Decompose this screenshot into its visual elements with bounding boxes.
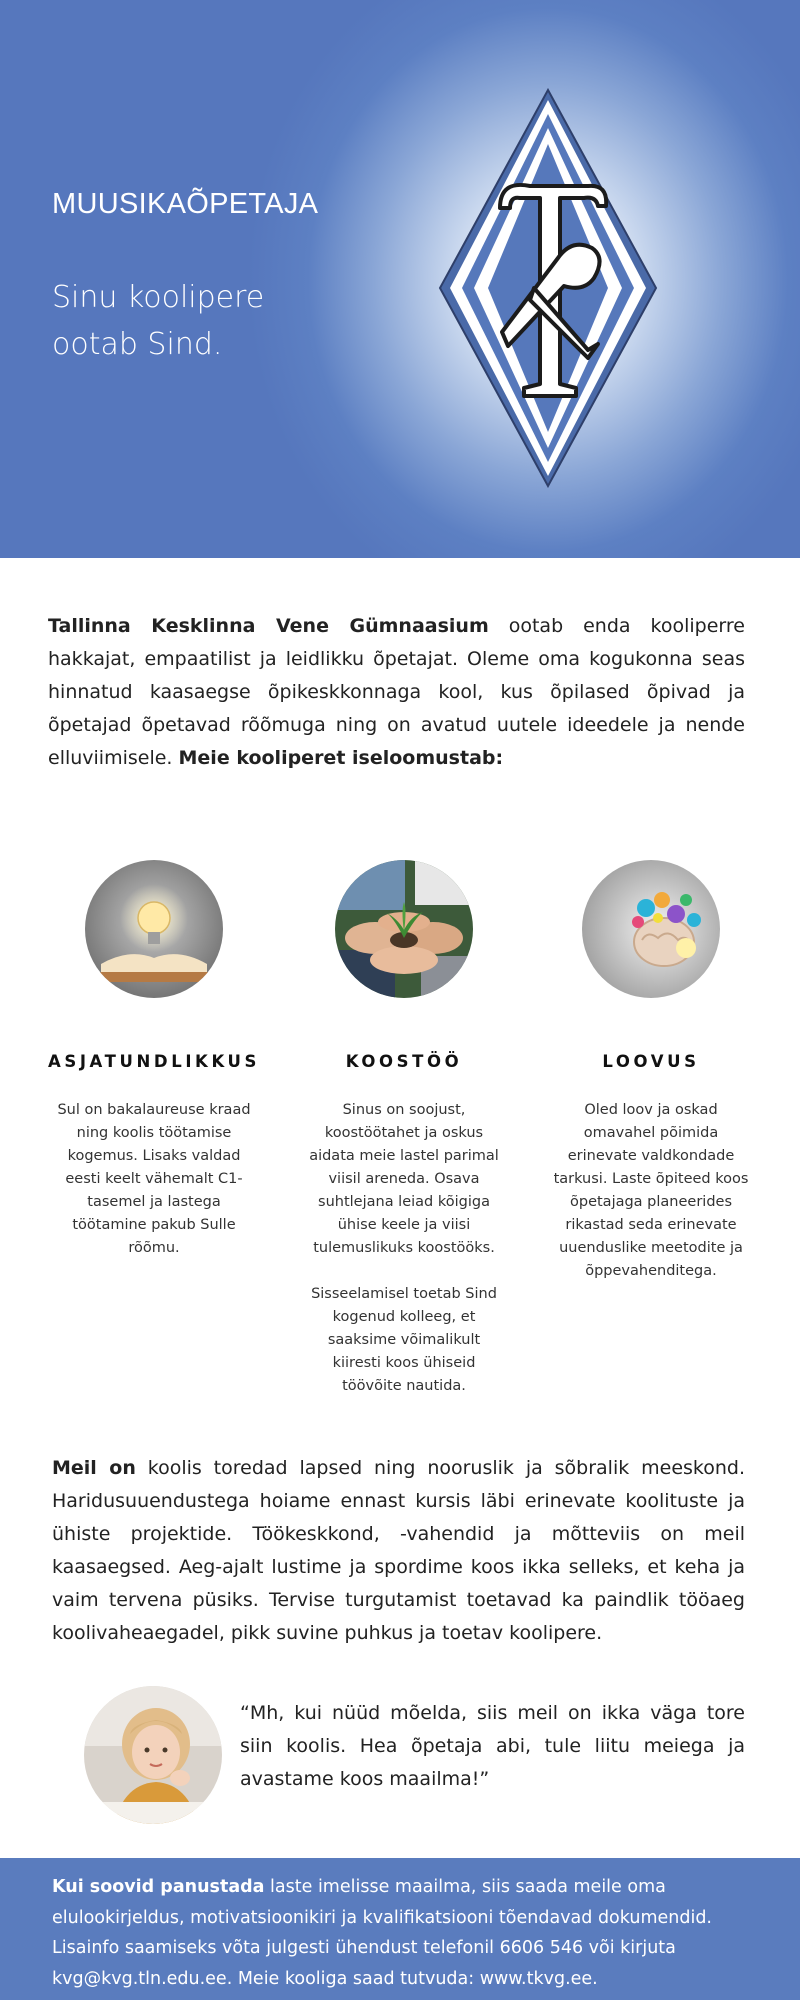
school-name: Tallinna Kesklinna Vene Gümnaasium xyxy=(48,615,489,637)
feature-text: Sinus on soojust, koostöötahet ja oskus aidata meie lastel parimal viisil areneda. Osava suhtlejana leiad kõigiga ühise keele ja viisi tulemuslikuks koostööks. xyxy=(309,1102,499,1256)
hero-subtitle-line-2: ootab Sind. xyxy=(52,327,223,362)
contact-lead: Kui soovid panustada xyxy=(52,1877,265,1897)
girl-portrait-icon xyxy=(84,1686,222,1824)
feature-cooperation xyxy=(294,860,514,1398)
intro-paragraph xyxy=(48,610,745,775)
school-emblem-icon xyxy=(438,88,658,488)
creative-brain-icon xyxy=(582,860,720,998)
lightbulb-book-icon xyxy=(85,860,223,998)
feature-text: Sul on bakalaureuse kraad ning koolis töötamise kogemus. Lisaks valdad eesti keelt vähemalt C1-tasemel ja lastega töötamine pakub Sulle rõõmu. xyxy=(57,1102,251,1256)
hands-plant-icon xyxy=(335,860,473,998)
intro-text: ootab enda kooliperre hakkajat, empaatilist ja leidlikku õpetajat. Oleme oma kogukonna seas hinnatud kaasaegse õpikeskkonnaga kool, kus õpilased õpivad ja õpetajad õpetavad rõõmuga ning on avatud uutele ideedele ja nende elluviimisele. xyxy=(48,615,745,769)
hero-banner xyxy=(0,0,800,558)
quote-text: “Mh, kui nüüd mõelda, siis meil on ikka väga tore siin koolis. Hea õpetaja abi, tule liitu meiega ja avastame koos maailma!” xyxy=(240,1702,745,1790)
hero-subtitle xyxy=(52,274,264,368)
feature-expertise xyxy=(44,860,264,1260)
team-paragraph xyxy=(52,1452,745,1650)
team-lead: Meil on xyxy=(52,1457,136,1479)
feature-title: LOOVUS xyxy=(602,1052,700,1071)
feature-title: KOOSTÖÖ xyxy=(345,1052,463,1071)
job-title: MUUSIKAÕPETAJA xyxy=(52,188,319,220)
contact-footer xyxy=(0,1858,800,2000)
feature-title: ASJATUNDLIKKUS xyxy=(47,1052,261,1071)
contact-paragraph xyxy=(52,1872,749,1994)
intro-lead: Meie kooliperet iseloomustab: xyxy=(178,747,504,769)
team-text: koolis toredad lapsed ning nooruslik ja sõbralik meeskond. Haridusuuendustega hoiame ennast kursis läbi erinevate koolituste ja ühiste projektide. Töökeskkond, -vahendid ja mõtteviis on meil kaasaegsed. Aeg-ajalt lustime ja spordime koos ikka selleks, et keha ja vaim tervena püsiks. Tervise turgutamist toetavad ka paindlik tööaeg koolivaheaegadel, pikk suvine puhkus ja toetav koolipere. xyxy=(52,1457,746,1644)
contact-text: laste imelisse maailma, siis saada meile oma elulookirjeldus, motivatsioonikiri ja kvalifikatsiooni tõendavad dokumendid. Lisainfo saamiseks võta julgesti ühendust telefonil 6606 546 või kirjuta kvg@kvg.tln.edu.ee. Meie kooliga saad tutvuda: www.tkvg.ee. xyxy=(52,1877,712,1989)
feature-text-extra: Sisseelamisel toetab Sind kogenud kolleeg, et saaksime võimalikult kiiresti koos ühiseid töövõite nautida. xyxy=(311,1286,497,1394)
feature-text: Oled loov ja oskad omavahel põimida erinevate valdkondade tarkusi. Laste õpiteed koos õpetajaga planeerides rikastad seda erinevate uuenduslike meetodite ja õppevahenditega. xyxy=(553,1102,749,1279)
feature-creativity xyxy=(541,860,761,1283)
hero-subtitle-line-1: Sinu koolipere xyxy=(52,280,265,315)
